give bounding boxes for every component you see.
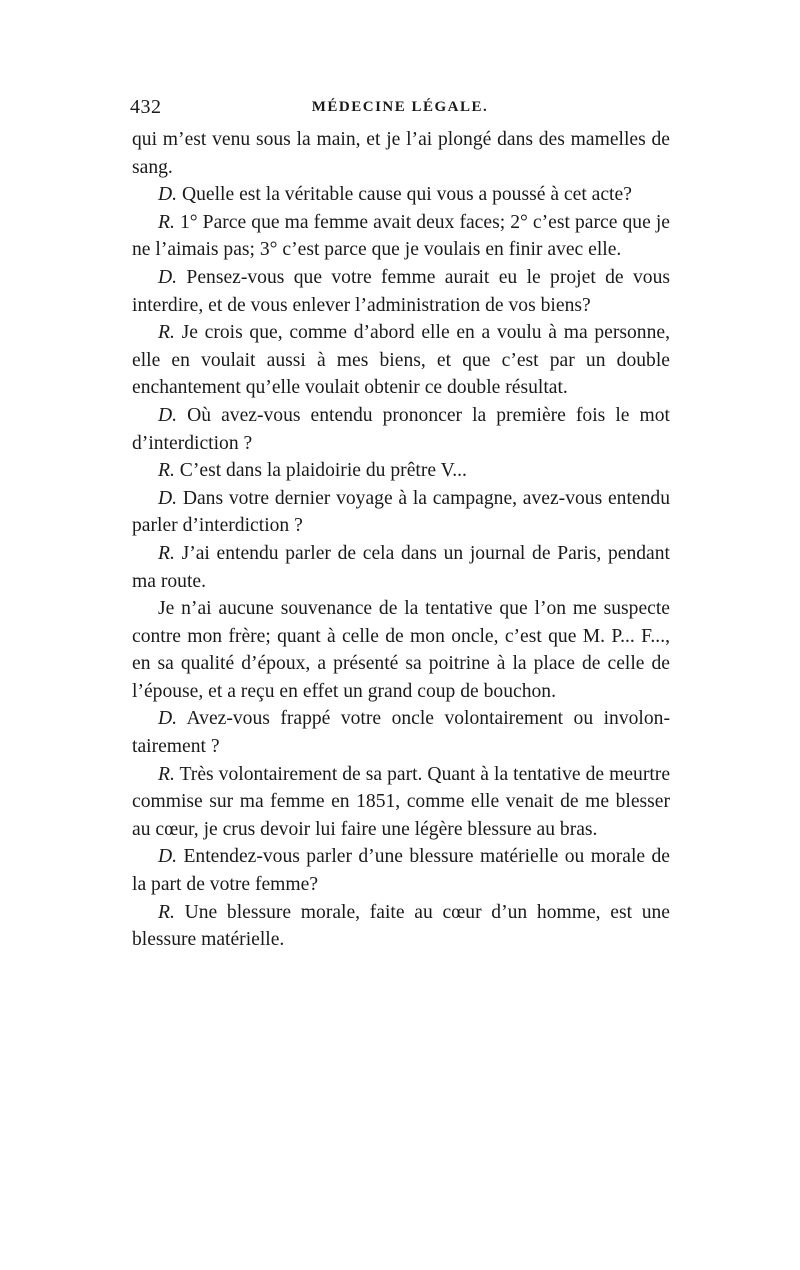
answer-paragraph <box>132 899 670 954</box>
paragraph-text: 1° Parce que ma femme avait deux faces; 2° c’est parce que je ne l’aimais pas; 3° c’est parce que je voulais en finir avec elle. <box>132 211 670 261</box>
statement-paragraph <box>132 595 670 705</box>
body-text <box>132 126 670 954</box>
speaker-label: R. <box>158 901 175 923</box>
question-paragraph <box>132 705 670 760</box>
answer-paragraph <box>132 209 670 264</box>
answer-paragraph <box>132 761 670 844</box>
paragraph <box>132 126 670 181</box>
question-paragraph <box>132 485 670 540</box>
speaker-label: R. <box>158 763 175 785</box>
paragraph-text: Où avez-vous entendu prononcer la première fois le mot d’interdiction ? <box>132 404 670 454</box>
paragraph-text: Je crois que, comme d’abord elle en a voulu à ma personne, elle en voulait aussi à mes biens, et que c’est par un double enchantement qu’elle voulait obtenir ce double résultat. <box>132 322 670 399</box>
speaker-label: R. <box>158 460 175 482</box>
speaker-label: D. <box>158 487 178 509</box>
paragraph-text: Entendez-vous parler d’une blessure matérielle ou morale de la part de votre femme? <box>132 846 670 896</box>
running-title: MÉDECINE LÉGALE. <box>311 99 489 115</box>
paragraph-text: Dans votre dernier voyage à la campagne, avez-vous entendu parler d’interdiction ? <box>132 487 670 537</box>
speaker-label: D. <box>158 266 178 288</box>
speaker-label: D. <box>158 404 178 426</box>
speaker-label: D. <box>158 708 178 730</box>
speaker-label: R. <box>158 211 175 233</box>
page-number: 432 <box>130 96 162 118</box>
question-paragraph <box>132 843 670 898</box>
paragraph-text: C’est dans la plaidoirie du prêtre V... <box>179 460 467 482</box>
paragraph-text: Quelle est la véritable cause qui vous a poussé à cet acte? <box>181 184 632 206</box>
speaker-label: D. <box>158 184 178 206</box>
paragraph-text: Très volontairement de sa part. Quant à la tentative de meurtre commise sur ma femme en 1851, comme elle venait de me blesser au cœur, je crus devoir lui faire une légère blessure au bras. <box>132 763 671 840</box>
speaker-label: R. <box>158 542 175 564</box>
answer-paragraph <box>132 540 670 595</box>
question-paragraph <box>132 402 670 457</box>
paragraph-text: Pensez-vous que votre femme aurait eu le projet de vous interdire, et de vous enlever l’administration de vos biens? <box>132 266 670 316</box>
paragraph-text: J’ai entendu parler de cela dans un journal de Paris, pendant ma route. <box>132 542 670 592</box>
answer-paragraph <box>132 319 670 402</box>
paragraph-text: Je n’ai aucune souvenance de la tentative que l’on me suspecte contre mon frère; quant à celle de mon oncle, c’est que M. P... F..., en sa qualité d’époux, a présenté sa poitrine à la place de celle de l’épouse, et a reçu en effet un grand coup de bouchon. <box>132 598 670 702</box>
answer-paragraph <box>132 457 670 485</box>
question-paragraph <box>132 264 670 319</box>
paragraph-text: Avez-vous frappé votre oncle volontairement ou involontairement ? <box>132 708 670 758</box>
paragraph-text: Une blessure morale, faite au cœur d’un homme, est une blessure matérielle. <box>132 901 670 951</box>
question-paragraph <box>132 181 670 209</box>
speaker-label: D. <box>158 846 178 868</box>
speaker-label: R. <box>158 322 175 344</box>
paragraph-text: qui m’est venu sous la main, et je l’ai plongé dans des mamelles de sang. <box>132 129 670 178</box>
running-header <box>130 92 670 122</box>
